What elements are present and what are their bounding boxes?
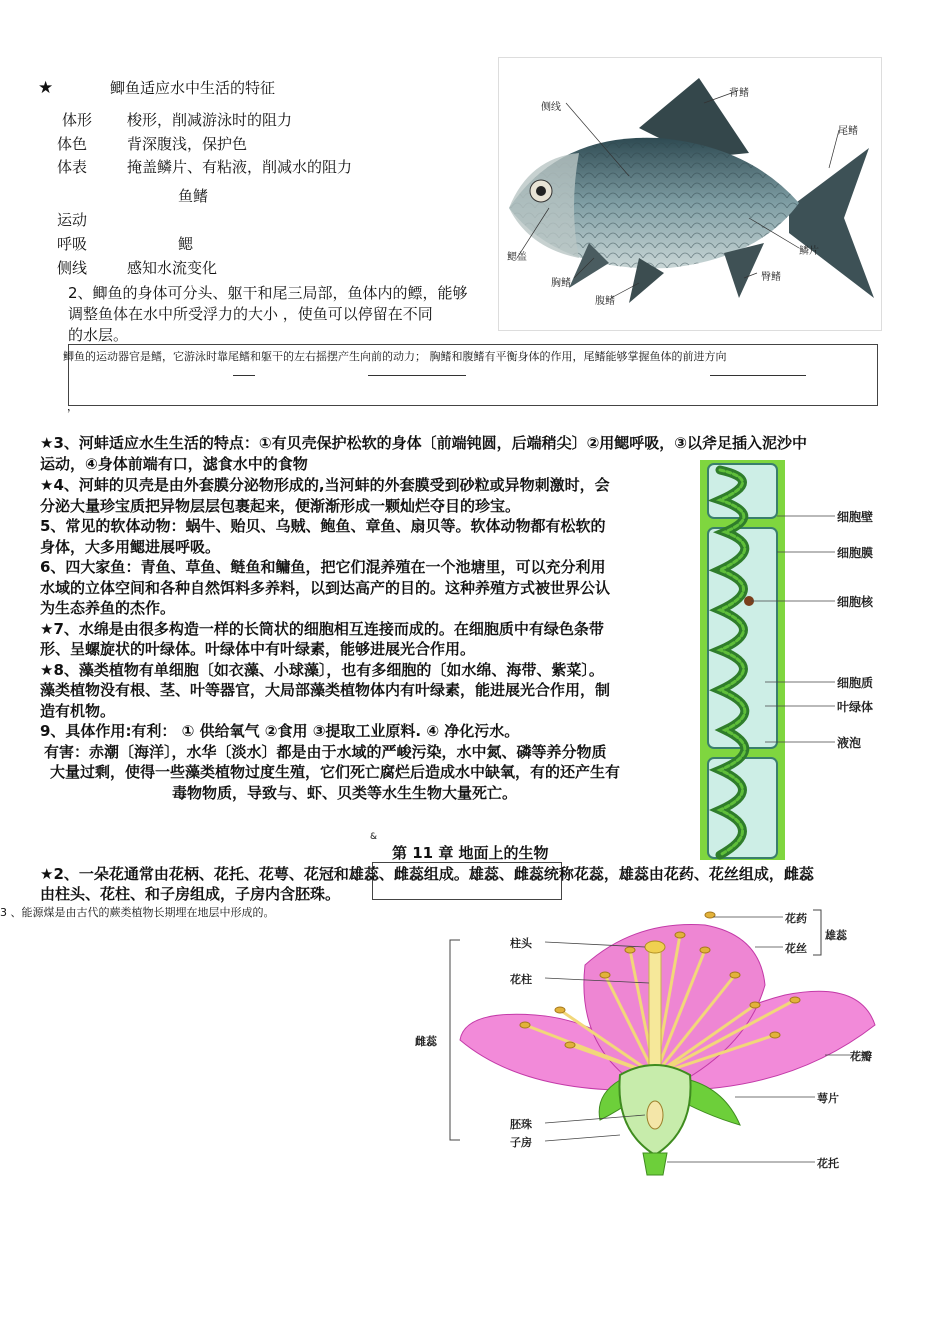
label-cell-wall: 细胞壁	[837, 510, 874, 524]
label-vacuole: 液泡	[837, 736, 862, 750]
label-pelvic-fin: 腹鳍	[595, 296, 615, 307]
breath-label: 呼吸	[57, 235, 88, 253]
label-pectoral-fin: 胸鳍	[551, 278, 571, 289]
label-cytoplasm: 细胞质	[837, 676, 874, 690]
point4-line1: ★4、河蚌的贝壳是由外套膜分泌物形成的,当河蚌的外套膜受到砂粒或异物刺激时，会	[40, 476, 610, 494]
receptacle	[643, 1153, 667, 1175]
flower-illustration	[405, 905, 885, 1180]
point2-line1: 2、鲫鱼的身体可分头、躯干和尾三局部，鱼体内的鳔，能够	[68, 284, 468, 302]
label-pistil: 雌蕊	[415, 1035, 437, 1048]
point6-line2: 水域的立体空间和各种自然饵料多养料，以到达高产的目的。这种养殖方式被世界公认	[40, 579, 611, 597]
label-petal: 花瓣	[850, 1050, 872, 1063]
row-label-surface: 体表	[57, 158, 88, 176]
label-cell-membrane: 细胞膜	[837, 546, 874, 560]
chapter-point2-line2: 由柱头、花柱、和子房组成，子房内含胚珠。	[40, 885, 341, 903]
row-label-color: 体色	[57, 135, 88, 153]
underline-3	[710, 375, 806, 376]
fish-figure	[498, 57, 882, 331]
stigma	[645, 941, 665, 953]
label-chloroplast: 叶绿体	[837, 700, 874, 714]
point6-line1: 6、四大家鱼：青鱼、草鱼、鲢鱼和鳙鱼，把它们混养殖在一个池塘里，可以充分利用	[40, 558, 606, 576]
point3-line2: 运动，④身体前端有口，滤食水中的食物	[40, 455, 308, 473]
row-value-color: 背深腹浅，保护色	[127, 135, 248, 153]
label-scale: 鳞片	[799, 246, 819, 257]
row-label-shape: 体形	[62, 111, 93, 129]
point2-line2: 调整鱼体在水中所受浮力的大小 ，使鱼可以停留在不同	[68, 305, 433, 323]
label-stigma: 柱头	[510, 937, 532, 950]
fish-section-title: 鲫鱼适应水中生活的特征	[110, 79, 276, 97]
chapter-point2-line1: ★2、一朵花通常由花柄、花托、花萼、花冠和雄蕊、雌蕊组成。雄蕊、雌蕊统称花蕊，雄蕊由花药、花丝组成，雌蕊	[40, 865, 814, 883]
underline-1	[233, 375, 255, 376]
point9-line1: 9、具体作用:有利： ① 供给氧气 ②食用 ③提取工业原料. ④ 净化污水。	[40, 722, 520, 740]
point2-line3: 的水层。	[68, 326, 129, 344]
point7-line1: ★7、水绵是由很多构造一样的长筒状的细胞相互连接而成的。在细胞质中有绿色条带	[40, 620, 604, 638]
point8-line2: 藻类植物没有根、茎、叶等器官，大局部藻类植物体内有叶绿素，能进展光合作用，制	[40, 681, 611, 699]
caudal-fin	[789, 148, 874, 298]
ampersand-mark: &	[370, 832, 378, 842]
underline-2	[368, 375, 466, 376]
point3-line1: ★3、河蚌适应水生生活的特点：①有贝壳保护松软的身体〔前端钝圆，后端稍尖〕②用鳃呼吸，③以斧足插入泥沙中	[40, 434, 807, 452]
label-sepal: 萼片	[817, 1092, 839, 1105]
gill-text: 鳃	[178, 235, 194, 253]
label-anther: 花药	[785, 912, 807, 925]
label-dorsal-fin: 背鳍	[729, 88, 749, 99]
point8-line3: 造有机物。	[40, 702, 116, 720]
fins-text: 鱼鳍	[178, 187, 209, 205]
lateral-value: 感知水流变化	[127, 259, 218, 277]
label-caudal-fin: 尾鳍	[838, 126, 858, 137]
point5-line2: 身体，大多用鳃进展呼吸。	[40, 538, 221, 556]
label-ovule: 胚珠	[510, 1118, 532, 1131]
stray-dot: ，	[67, 400, 78, 413]
point5-line1: 5、常见的软体动物：蜗牛、贻贝、乌贼、鲍鱼、章鱼、扇贝等。软体动物都有松软的	[40, 517, 606, 535]
label-gill-cover: 鳃盖	[507, 252, 527, 263]
label-receptacle: 花托	[817, 1157, 839, 1170]
chapter-title: 第 11 章 地面上的生物	[392, 844, 549, 862]
label-ovary: 子房	[510, 1136, 532, 1149]
point9-line4: 毒物物质，导致与、虾、贝类等水生生物大量死亡。	[172, 784, 518, 802]
label-stamen: 雄蕊	[825, 929, 847, 942]
label-style: 花柱	[510, 973, 532, 986]
row-value-shape: 梭形，削减游泳时的阻力	[127, 111, 293, 129]
ovule	[647, 1101, 663, 1129]
label-filament: 花丝	[785, 942, 807, 955]
point8-line1: ★8、藻类植物有单细胞〔如衣藻、小球藻〕，也有多细胞的〔如水绵、海带、紫菜〕。	[40, 661, 604, 679]
point9-line2: 有害：赤潮〔海洋〕，水华〔淡水〕都是由于水域的严峻污染，水中氮、磷等养分物质	[44, 743, 607, 761]
chapter-point3: 3 、能源煤是由古代的蕨类植物长期埋在地层中形成的。	[0, 906, 275, 919]
label-nucleus: 细胞核	[837, 595, 874, 609]
point6-line3: 为生态养鱼的杰作。	[40, 599, 176, 617]
row-value-surface: 掩盖鳞片、有粘液，削减水的阻力	[127, 158, 353, 176]
lateral-label: 侧线	[57, 259, 88, 277]
star-mark: ★	[38, 78, 54, 98]
point4-line2: 分泌大量珍宝质把异物层层包裹起来，便渐渐形成一颗灿烂夺目的珍宝。	[40, 497, 521, 515]
point9-line3: 大量过剩，使得一些藻类植物过度生殖，它们死亡腐烂后造成水中缺氧，有的还产生有	[50, 763, 621, 781]
flower-figure	[405, 905, 885, 1180]
fin-function-text: 鲫鱼的运动器官是鳍，它游泳时靠尾鳍和躯干的左右摇摆产生向前的动力； 胸鳍和腹鳍有平衡身体的作用，尾鳍能够掌握鱼体的前进方向	[63, 350, 727, 363]
spirogyra-figure	[695, 460, 890, 860]
label-anal-fin: 臀鳍	[761, 272, 781, 283]
label-lateral-line: 侧线	[541, 102, 561, 113]
move-label: 运动	[57, 211, 88, 229]
point7-line2: 形、呈螺旋状的叶绿体。叶绿体中有叶绿素，能够进展光合作用。	[40, 640, 476, 658]
